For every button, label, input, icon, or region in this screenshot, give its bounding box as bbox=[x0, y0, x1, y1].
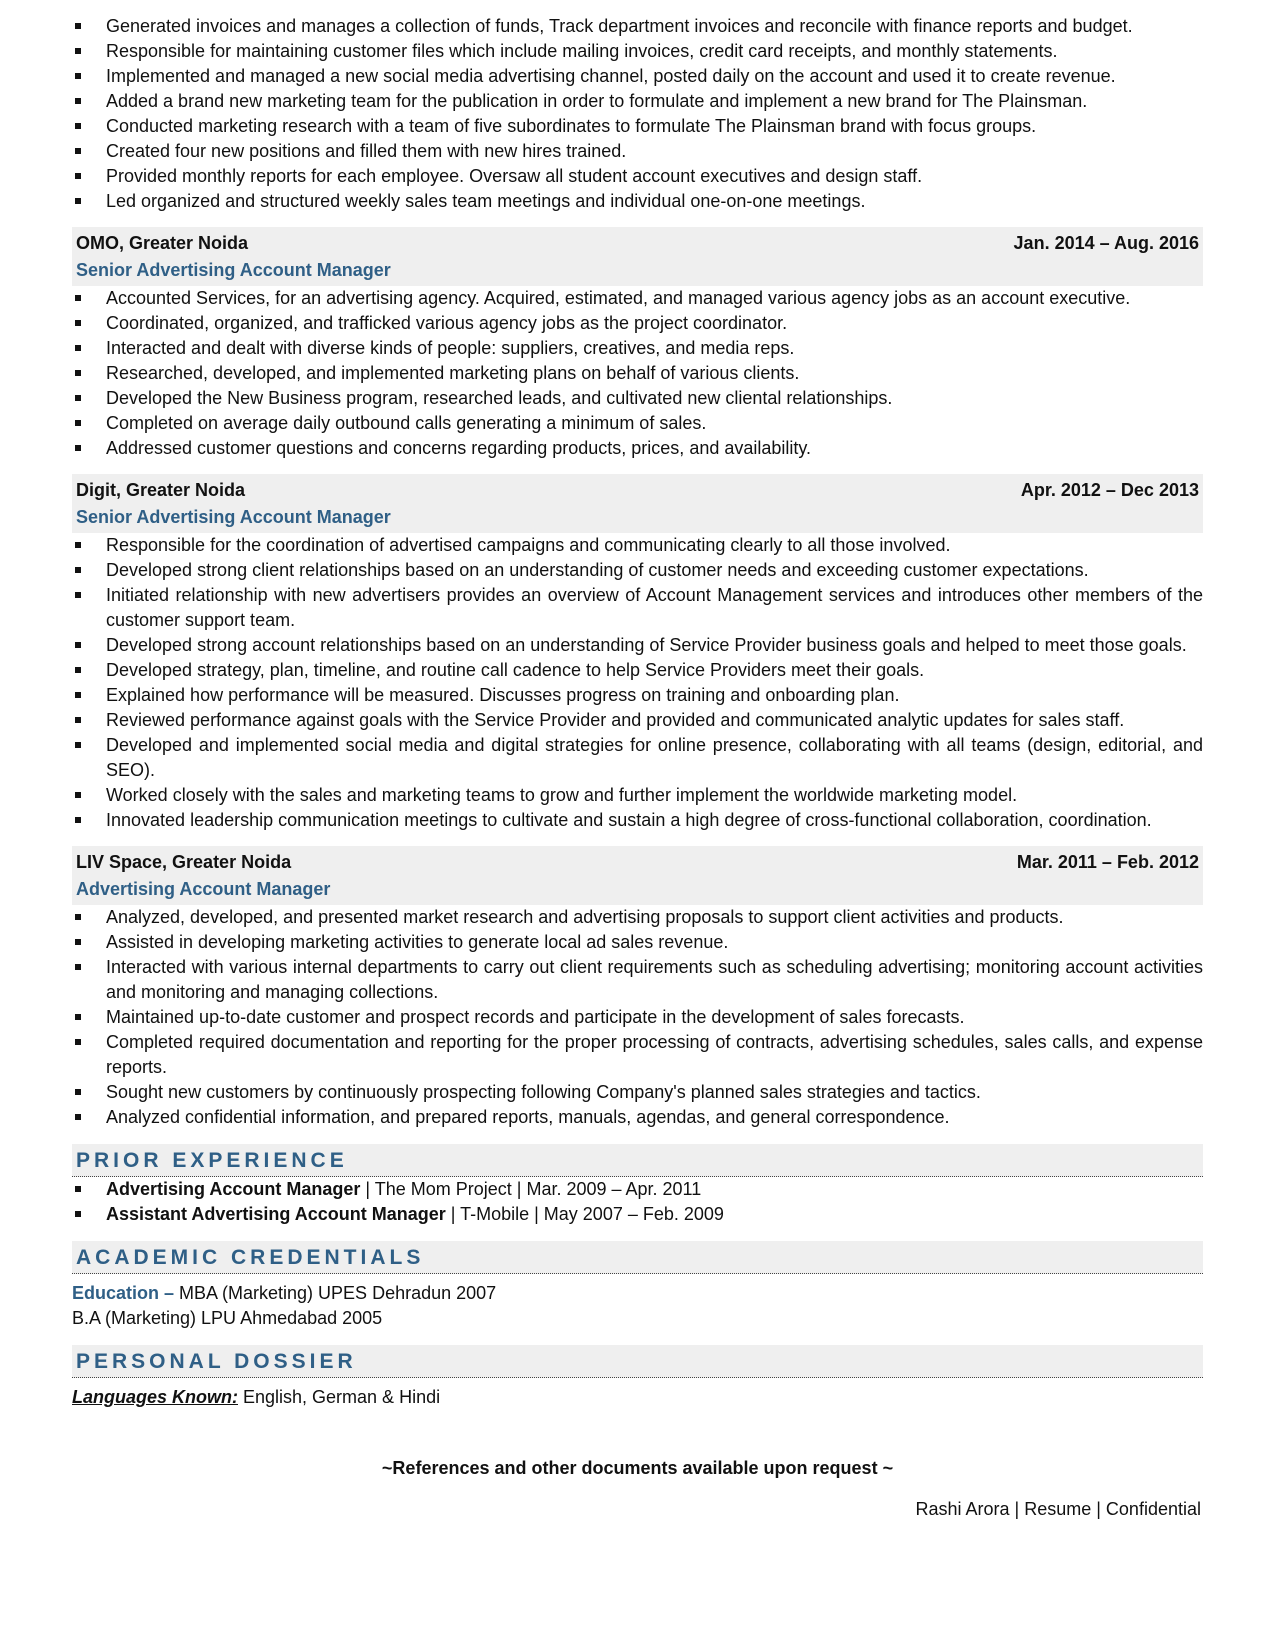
prior-role: Assistant Advertising Account Manager bbox=[106, 1204, 446, 1224]
company-name: LIV Space, Greater Noida bbox=[76, 852, 292, 872]
list-item: Developed strong account relationships based on an understanding of Service Provider business goals and helped to meet those goals. bbox=[72, 633, 1203, 658]
job-bullet-list bbox=[72, 905, 1203, 1130]
list-item: Created four new positions and filled them with new hires trained. bbox=[72, 139, 1203, 164]
company-name: OMO, Greater Noida bbox=[76, 233, 249, 253]
company-name: Digit, Greater Noida bbox=[76, 480, 246, 500]
list-item: Completed on average daily outbound calls generating a minimum of sales. bbox=[72, 411, 1203, 436]
languages-value: English, German & Hindi bbox=[238, 1387, 441, 1407]
job-dates: Jan. 2014 – Aug. 2016 bbox=[1013, 233, 1199, 253]
list-item: Worked closely with the sales and marketing teams to grow and further implement the worldwide marketing model. bbox=[72, 783, 1203, 808]
personal-body bbox=[72, 1385, 1203, 1410]
list-item: Coordinated, organized, and trafficked various agency jobs as the project coordinator. bbox=[72, 311, 1203, 336]
list-item: Interacted with various internal departments to carry out client requirements such as scheduling advertising; monitoring account activities and monitoring and managing collections. bbox=[72, 955, 1203, 1005]
languages-line bbox=[72, 1385, 1203, 1410]
job-header-liv-space bbox=[72, 846, 1203, 905]
job-bullet-list bbox=[72, 533, 1203, 833]
education-line-2: B.A (Marketing) LPU Ahmedabad 2005 bbox=[72, 1308, 383, 1328]
prior-experience-list bbox=[72, 1177, 1203, 1227]
list-item: Addressed customer questions and concerns regarding products, prices, and availability. bbox=[72, 436, 1203, 461]
job-role: Senior Advertising Account Manager bbox=[76, 507, 391, 527]
languages-label: Languages Known: bbox=[72, 1387, 238, 1407]
list-item: Accounted Services, for an advertising agency. Acquired, estimated, and managed various agency jobs as an account executive. bbox=[72, 286, 1203, 311]
job-header-digit bbox=[72, 474, 1203, 533]
education-value: MBA (Marketing) UPES Dehradun 2007 bbox=[179, 1283, 497, 1303]
references-note: ~References and other documents available upon request ~ bbox=[381, 1458, 894, 1478]
list-item: Conducted marketing research with a team of five subordinates to formulate The Plainsman brand with focus groups. bbox=[72, 114, 1203, 139]
list-item: Responsible for the coordination of advertised campaigns and communicating clearly to all those involved. bbox=[72, 533, 1203, 558]
list-item: Implemented and managed a new social media advertising channel, posted daily on the account and used it to create revenue. bbox=[72, 64, 1203, 89]
list-item: Provided monthly reports for each employee. Oversaw all student account executives and design staff. bbox=[72, 164, 1203, 189]
section-header-personal-dossier bbox=[72, 1345, 1203, 1378]
page-footer: Rashi Arora | Resume | Confidential bbox=[915, 1499, 1201, 1519]
list-item: Developed the New Business program, researched leads, and cultivated new cliental relationships. bbox=[72, 386, 1203, 411]
section-title: PRIOR EXPERIENCE bbox=[76, 1149, 348, 1172]
job-header-omo bbox=[72, 227, 1203, 286]
education-label: Education – bbox=[72, 1283, 180, 1303]
list-item: Initiated relationship with new advertisers provides an overview of Account Management services and introduces other members of the customer support team. bbox=[72, 583, 1203, 633]
job-role: Senior Advertising Account Manager bbox=[76, 260, 391, 280]
list-item: Researched, developed, and implemented marketing plans on behalf of various clients. bbox=[72, 361, 1203, 386]
academic-body bbox=[72, 1281, 1203, 1331]
list-item bbox=[72, 1202, 1203, 1227]
list-item: Completed required documentation and reporting for the proper processing of contracts, advertising schedules, sales calls, and expense reports. bbox=[72, 1030, 1203, 1080]
list-item: Developed strategy, plan, timeline, and routine call cadence to help Service Providers meet their goals. bbox=[72, 658, 1203, 683]
list-item: Added a brand new marketing team for the publication in order to formulate and implement a new brand for The Plainsman. bbox=[72, 89, 1203, 114]
job-role: Advertising Account Manager bbox=[76, 879, 331, 899]
list-item: Explained how performance will be measured. Discusses progress on training and onboarding plan. bbox=[72, 683, 1203, 708]
list-item: Analyzed confidential information, and prepared reports, manuals, agendas, and general correspondence. bbox=[72, 1105, 1203, 1130]
list-item: Generated invoices and manages a collection of funds, Track department invoices and reconcile with finance reports and budget. bbox=[72, 14, 1203, 39]
prior-detail: | T-Mobile | May 2007 – Feb. 2009 bbox=[445, 1204, 724, 1224]
job-bullet-list bbox=[72, 286, 1203, 461]
section-header-academic-credentials bbox=[72, 1241, 1203, 1274]
education-line bbox=[72, 1281, 1203, 1306]
top-bullet-list bbox=[72, 14, 1203, 214]
list-item: Maintained up-to-date customer and prospect records and participate in the development of sales forecasts. bbox=[72, 1005, 1203, 1030]
list-item: Led organized and structured weekly sales team meetings and individual one-on-one meetings. bbox=[72, 189, 1203, 214]
list-item: Responsible for maintaining customer files which include mailing invoices, credit card receipts, and monthly statements. bbox=[72, 39, 1203, 64]
list-item: Interacted and dealt with diverse kinds of people: suppliers, creatives, and media reps. bbox=[72, 336, 1203, 361]
resume-page bbox=[72, 14, 1203, 1520]
job-dates: Apr. 2012 – Dec 2013 bbox=[1020, 480, 1199, 500]
list-item: Developed strong client relationships based on an understanding of customer needs and exceeding customer expectations. bbox=[72, 558, 1203, 583]
list-item bbox=[72, 1177, 1203, 1202]
list-item: Assisted in developing marketing activities to generate local ad sales revenue. bbox=[72, 930, 1203, 955]
prior-role: Advertising Account Manager bbox=[106, 1179, 361, 1199]
job-dates: Mar. 2011 – Feb. 2012 bbox=[1016, 852, 1199, 872]
list-item: Developed and implemented social media and digital strategies for online presence, collaborating with all teams (design, editorial, and SEO). bbox=[72, 733, 1203, 783]
section-title: ACADEMIC CREDENTIALS bbox=[76, 1246, 425, 1269]
list-item: Sought new customers by continuously prospecting following Company's planned sales strategies and tactics. bbox=[72, 1080, 1203, 1105]
prior-detail: | The Mom Project | Mar. 2009 – Apr. 2011 bbox=[360, 1179, 702, 1199]
list-item: Reviewed performance against goals with the Service Provider and provided and communicated analytic updates for sales staff. bbox=[72, 708, 1203, 733]
section-title: PERSONAL DOSSIER bbox=[76, 1350, 357, 1373]
section-header-prior-experience bbox=[72, 1144, 1203, 1177]
list-item: Innovated leadership communication meetings to cultivate and sustain a high degree of cross-functional collaboration, coordination. bbox=[72, 808, 1203, 833]
list-item: Analyzed, developed, and presented market research and advertising proposals to support client activities and products. bbox=[72, 905, 1203, 930]
